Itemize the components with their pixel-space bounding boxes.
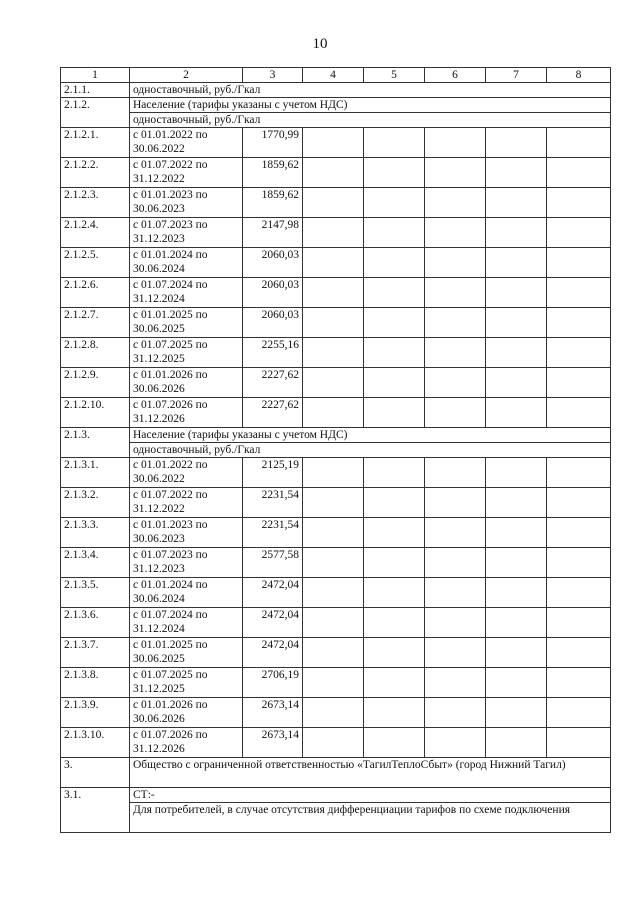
group-title: Население (тарифы указаны с учетом НДС) xyxy=(130,98,611,113)
empty-cell xyxy=(547,308,611,338)
empty-cell xyxy=(364,338,425,368)
tariff-value: 2472,04 xyxy=(243,608,303,638)
tariff-value: 2060,03 xyxy=(243,278,303,308)
empty-cell xyxy=(486,218,547,248)
empty-cell xyxy=(425,368,486,398)
period: с 01.07.2022 по 31.12.2022 xyxy=(130,158,243,188)
empty-cell xyxy=(303,248,364,278)
page-number: 10 xyxy=(312,36,328,52)
period: с 01.01.2026 по 30.06.2026 xyxy=(130,368,243,398)
empty-cell xyxy=(547,158,611,188)
empty-cell xyxy=(303,218,364,248)
column-header: 4 xyxy=(303,68,364,83)
empty-cell xyxy=(547,338,611,368)
period: с 01.01.2026 по 30.06.2026 xyxy=(130,698,243,728)
empty-cell xyxy=(303,698,364,728)
tariff-value: 2472,04 xyxy=(243,578,303,608)
empty-cell xyxy=(486,338,547,368)
row-number: 2.1.2.1. xyxy=(61,128,130,158)
empty-cell xyxy=(486,458,547,488)
period: с 01.07.2024 по 31.12.2024 xyxy=(130,278,243,308)
column-header: 6 xyxy=(425,68,486,83)
group-unit-row xyxy=(61,443,611,458)
empty-cell xyxy=(425,248,486,278)
empty-cell xyxy=(303,578,364,608)
empty-cell xyxy=(364,158,425,188)
empty-cell xyxy=(547,728,611,758)
empty-cell xyxy=(486,188,547,218)
tariff-value: 2673,14 xyxy=(243,698,303,728)
tariff-row xyxy=(61,578,611,608)
empty-cell xyxy=(547,188,611,218)
empty-cell xyxy=(303,158,364,188)
empty-cell xyxy=(425,548,486,578)
tariff-row xyxy=(61,308,611,338)
empty-cell xyxy=(364,608,425,638)
column-header: 7 xyxy=(486,68,547,83)
section-row xyxy=(61,83,611,98)
row-number: 2.1.2.7. xyxy=(61,308,130,338)
header-row xyxy=(61,68,611,83)
empty-cell xyxy=(547,458,611,488)
period: с 01.07.2022 по 31.12.2022 xyxy=(130,488,243,518)
period: с 01.07.2026 по 31.12.2026 xyxy=(130,398,243,428)
tariff-row xyxy=(61,488,611,518)
tariff-row xyxy=(61,218,611,248)
period: с 01.07.2025 по 31.12.2025 xyxy=(130,668,243,698)
period: с 01.01.2022 по 30.06.2022 xyxy=(130,128,243,158)
row-number: 2.1.2.4. xyxy=(61,218,130,248)
empty-cell xyxy=(303,458,364,488)
tariff-value: 2577,58 xyxy=(243,548,303,578)
empty-cell xyxy=(486,698,547,728)
tariff-row xyxy=(61,668,611,698)
empty-cell xyxy=(425,128,486,158)
section-row xyxy=(61,788,611,803)
empty-cell xyxy=(486,488,547,518)
section-label: одноставочный, руб./Гкал xyxy=(130,83,611,98)
row-number: 2.1.3.5. xyxy=(61,578,130,608)
group-title-row xyxy=(61,98,611,113)
empty-cell xyxy=(547,668,611,698)
tariff-value: 2231,54 xyxy=(243,518,303,548)
period: с 01.01.2024 по 30.06.2024 xyxy=(130,248,243,278)
empty-cell xyxy=(364,728,425,758)
empty-cell xyxy=(425,188,486,218)
section-number: 3. xyxy=(61,758,130,788)
row-number: 2.1.2.5. xyxy=(61,248,130,278)
tariff-value: 2472,04 xyxy=(243,638,303,668)
column-header: 5 xyxy=(364,68,425,83)
empty-cell xyxy=(303,608,364,638)
group-title-row xyxy=(61,428,611,443)
period: с 01.07.2024 по 31.12.2024 xyxy=(130,608,243,638)
column-header: 2 xyxy=(130,68,243,83)
consumer-note: Для потребителей, в случае отсутствия дифференциации тарифов по схеме подключения xyxy=(130,803,611,833)
st-label: СТ:- xyxy=(130,788,611,803)
empty-cell xyxy=(425,728,486,758)
empty-cell xyxy=(486,668,547,698)
row-number: 2.1.3.4. xyxy=(61,548,130,578)
period: с 01.07.2023 по 31.12.2023 xyxy=(130,218,243,248)
empty-cell xyxy=(303,398,364,428)
empty-cell xyxy=(364,638,425,668)
empty-cell xyxy=(364,488,425,518)
empty-cell xyxy=(425,518,486,548)
tariff-value: 2673,14 xyxy=(243,728,303,758)
empty-cell xyxy=(486,548,547,578)
period: с 01.01.2025 по 30.06.2025 xyxy=(130,638,243,668)
row-number: 2.1.2.10. xyxy=(61,398,130,428)
tariff-row xyxy=(61,368,611,398)
row-number: 2.1.3.3. xyxy=(61,518,130,548)
row-number: 2.1.2.2. xyxy=(61,158,130,188)
note-row xyxy=(61,803,611,833)
empty-cell xyxy=(303,128,364,158)
empty-cell xyxy=(303,278,364,308)
empty-cell xyxy=(303,338,364,368)
tariff-value: 2147,98 xyxy=(243,218,303,248)
empty-cell xyxy=(425,488,486,518)
period: с 01.01.2024 по 30.06.2024 xyxy=(130,578,243,608)
empty-cell xyxy=(303,188,364,218)
empty-cell xyxy=(547,698,611,728)
tariff-row xyxy=(61,458,611,488)
tariff-value: 1770,99 xyxy=(243,128,303,158)
empty-cell xyxy=(486,128,547,158)
tariff-value: 2227,62 xyxy=(243,368,303,398)
tariff-table xyxy=(60,67,611,833)
empty-cell xyxy=(547,218,611,248)
empty-cell xyxy=(425,308,486,338)
tariff-row xyxy=(61,278,611,308)
tariff-row xyxy=(61,728,611,758)
period: с 01.07.2025 по 31.12.2025 xyxy=(130,338,243,368)
empty-cell xyxy=(547,398,611,428)
tariff-row xyxy=(61,698,611,728)
empty-cell xyxy=(425,578,486,608)
row-number: 2.1.2.9. xyxy=(61,368,130,398)
tariff-value: 2231,54 xyxy=(243,488,303,518)
row-number: 2.1.3.2. xyxy=(61,488,130,518)
empty-cell xyxy=(425,218,486,248)
empty-cell xyxy=(486,248,547,278)
tariff-value: 2227,62 xyxy=(243,398,303,428)
empty-cell xyxy=(364,248,425,278)
section-number: 2.1.3. xyxy=(61,428,130,458)
row-number: 2.1.2.8. xyxy=(61,338,130,368)
empty-cell xyxy=(364,218,425,248)
empty-cell xyxy=(364,128,425,158)
empty-cell xyxy=(364,308,425,338)
tariff-row xyxy=(61,338,611,368)
empty-cell xyxy=(364,398,425,428)
tariff-row xyxy=(61,128,611,158)
tariff-value: 1859,62 xyxy=(243,158,303,188)
section-number: 3.1. xyxy=(61,788,130,833)
empty-cell xyxy=(364,578,425,608)
empty-cell xyxy=(547,488,611,518)
group-unit: одноставочный, руб./Гкал xyxy=(130,443,611,458)
empty-cell xyxy=(547,518,611,548)
empty-cell xyxy=(303,728,364,758)
tariff-value: 2060,03 xyxy=(243,308,303,338)
empty-cell xyxy=(364,368,425,398)
tariff-row xyxy=(61,608,611,638)
group-title: Население (тарифы указаны с учетом НДС) xyxy=(130,428,611,443)
tariff-value: 2060,03 xyxy=(243,248,303,278)
empty-cell xyxy=(303,548,364,578)
row-number: 2.1.3.1. xyxy=(61,458,130,488)
tariff-row xyxy=(61,548,611,578)
period: с 01.01.2023 по 30.06.2023 xyxy=(130,518,243,548)
empty-cell xyxy=(547,608,611,638)
row-number: 2.1.3.7. xyxy=(61,638,130,668)
empty-cell xyxy=(425,158,486,188)
empty-cell xyxy=(547,578,611,608)
empty-cell xyxy=(303,668,364,698)
empty-cell xyxy=(425,608,486,638)
empty-cell xyxy=(364,458,425,488)
empty-cell xyxy=(486,518,547,548)
row-number: 2.1.3.9. xyxy=(61,698,130,728)
period: с 01.01.2023 по 30.06.2023 xyxy=(130,188,243,218)
empty-cell xyxy=(547,128,611,158)
column-header: 1 xyxy=(61,68,130,83)
period: с 01.07.2023 по 31.12.2023 xyxy=(130,548,243,578)
empty-cell xyxy=(547,248,611,278)
tariff-value: 1859,62 xyxy=(243,188,303,218)
empty-cell xyxy=(486,278,547,308)
empty-cell xyxy=(486,638,547,668)
empty-cell xyxy=(547,548,611,578)
section-number: 2.1.1. xyxy=(61,83,130,98)
tariff-row xyxy=(61,638,611,668)
group-unit-row xyxy=(61,113,611,128)
empty-cell xyxy=(425,278,486,308)
empty-cell xyxy=(364,278,425,308)
tariff-row xyxy=(61,248,611,278)
empty-cell xyxy=(364,668,425,698)
empty-cell xyxy=(425,698,486,728)
empty-cell xyxy=(303,638,364,668)
empty-cell xyxy=(486,368,547,398)
column-header: 3 xyxy=(243,68,303,83)
empty-cell xyxy=(486,398,547,428)
empty-cell xyxy=(303,308,364,338)
row-number: 2.1.2.3. xyxy=(61,188,130,218)
empty-cell xyxy=(486,158,547,188)
empty-cell xyxy=(425,398,486,428)
organization-row xyxy=(61,758,611,788)
tariff-row xyxy=(61,188,611,218)
section-number: 2.1.2. xyxy=(61,98,130,128)
empty-cell xyxy=(364,518,425,548)
empty-cell xyxy=(547,368,611,398)
empty-cell xyxy=(547,638,611,668)
empty-cell xyxy=(425,458,486,488)
empty-cell xyxy=(364,548,425,578)
empty-cell xyxy=(425,338,486,368)
empty-cell xyxy=(303,488,364,518)
empty-cell xyxy=(303,368,364,398)
period: с 01.01.2022 по 30.06.2022 xyxy=(130,458,243,488)
empty-cell xyxy=(303,518,364,548)
column-header: 8 xyxy=(547,68,611,83)
tariff-value: 2706,19 xyxy=(243,668,303,698)
empty-cell xyxy=(547,278,611,308)
tariff-row xyxy=(61,398,611,428)
empty-cell xyxy=(486,608,547,638)
period: с 01.01.2025 по 30.06.2025 xyxy=(130,308,243,338)
empty-cell xyxy=(425,638,486,668)
period: с 01.07.2026 по 31.12.2026 xyxy=(130,728,243,758)
tariff-row xyxy=(61,518,611,548)
empty-cell xyxy=(364,188,425,218)
empty-cell xyxy=(425,668,486,698)
empty-cell xyxy=(364,698,425,728)
organization-name: Общество с ограниченной ответственностью «ТагилТеплоСбыт» (город Нижний Тагил) xyxy=(130,758,611,788)
empty-cell xyxy=(486,308,547,338)
row-number: 2.1.3.8. xyxy=(61,668,130,698)
row-number: 2.1.3.6. xyxy=(61,608,130,638)
group-unit: одноставочный, руб./Гкал xyxy=(130,113,611,128)
empty-cell xyxy=(486,728,547,758)
tariff-value: 2255,16 xyxy=(243,338,303,368)
empty-cell xyxy=(486,578,547,608)
row-number: 2.1.3.10. xyxy=(61,728,130,758)
tariff-row xyxy=(61,158,611,188)
row-number: 2.1.2.6. xyxy=(61,278,130,308)
tariff-value: 2125,19 xyxy=(243,458,303,488)
